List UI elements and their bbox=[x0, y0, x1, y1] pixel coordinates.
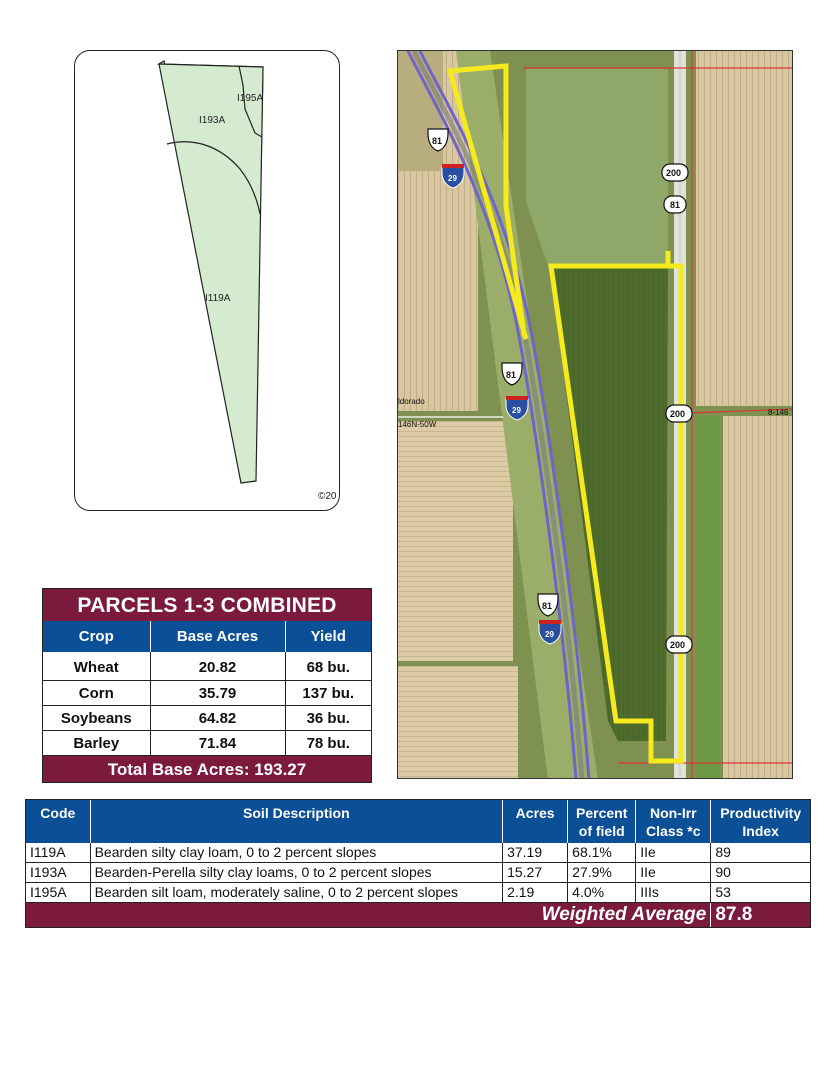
road-label-right: 8-146 bbox=[768, 408, 789, 417]
svg-text:200: 200 bbox=[670, 640, 686, 650]
table-row bbox=[26, 843, 810, 863]
soil-table bbox=[25, 799, 811, 928]
soil-productivity: 53 bbox=[711, 883, 810, 903]
svg-text:29: 29 bbox=[545, 630, 554, 639]
soil-acres: 2.19 bbox=[503, 883, 568, 903]
table-row bbox=[43, 731, 371, 756]
table-row bbox=[43, 706, 371, 731]
weighted-average-value: 87.8 bbox=[711, 903, 810, 928]
svg-text:200: 200 bbox=[670, 409, 686, 419]
crop-base-acres: 35.79 bbox=[150, 681, 285, 706]
aerial-map bbox=[397, 50, 793, 779]
road-81-marker bbox=[664, 196, 686, 213]
soil-map bbox=[74, 50, 340, 511]
crop-base-acres: 64.82 bbox=[150, 706, 285, 731]
soil-header-class: Non-Irr Class *c bbox=[636, 800, 711, 843]
svg-text:81: 81 bbox=[506, 370, 517, 380]
soil-acres: 37.19 bbox=[503, 843, 568, 863]
table-row bbox=[26, 883, 810, 903]
table-row bbox=[43, 681, 371, 706]
soil-code: I193A bbox=[26, 863, 90, 883]
soil-percent: 27.9% bbox=[568, 863, 636, 883]
crop-base-acres: 71.84 bbox=[150, 731, 285, 756]
crop-header-base-acres: Base Acres bbox=[150, 621, 285, 652]
crop-name: Wheat bbox=[43, 652, 150, 681]
soil-acres: 15.27 bbox=[503, 863, 568, 883]
crop-yield: 137 bu. bbox=[285, 681, 371, 706]
svg-text:81: 81 bbox=[432, 136, 443, 146]
crop-header-crop: Crop bbox=[43, 621, 150, 652]
svg-text:81: 81 bbox=[670, 200, 681, 210]
soil-productivity: 89 bbox=[711, 843, 810, 863]
soil-code: I195A bbox=[26, 883, 90, 903]
soil-header-percent: Percent of field bbox=[568, 800, 636, 843]
town-label: ldorado bbox=[398, 397, 425, 406]
soil-productivity: 90 bbox=[711, 863, 810, 883]
soil-class: IIe bbox=[636, 863, 711, 883]
table-row bbox=[43, 652, 371, 681]
soil-code: I119A bbox=[26, 843, 90, 863]
svg-text:81: 81 bbox=[542, 601, 553, 611]
soil-map-copyright: ©20 bbox=[318, 491, 337, 502]
soil-header-acres: Acres bbox=[503, 800, 568, 843]
crop-yield: 78 bu. bbox=[285, 731, 371, 756]
svg-text:200: 200 bbox=[666, 168, 682, 178]
crop-base-acres: 20.82 bbox=[150, 652, 285, 681]
soil-label-i195a: I195A bbox=[237, 93, 264, 104]
svg-text:29: 29 bbox=[448, 174, 457, 183]
soil-description: Bearden silt loam, moderately saline, 0 to 2 percent slopes bbox=[90, 883, 503, 903]
soil-class: IIe bbox=[636, 843, 711, 863]
soil-header-code: Code bbox=[26, 800, 90, 843]
soil-description: Bearden-Perella silty clay loams, 0 to 2 percent slopes bbox=[90, 863, 503, 883]
crop-table-title: PARCELS 1-3 COMBINED bbox=[43, 589, 371, 621]
crop-name: Barley bbox=[43, 731, 150, 756]
road-200-marker-b bbox=[666, 405, 692, 422]
crop-name: Soybeans bbox=[43, 706, 150, 731]
soil-class: IIIs bbox=[636, 883, 711, 903]
road-200-marker-a bbox=[662, 164, 688, 181]
township-label: 146N-50W bbox=[398, 420, 437, 429]
table-row bbox=[26, 863, 810, 883]
svg-text:29: 29 bbox=[512, 406, 521, 415]
soil-percent: 4.0% bbox=[568, 883, 636, 903]
crop-yield: 68 bu. bbox=[285, 652, 371, 681]
soil-label-i119a: I119A bbox=[205, 293, 231, 304]
crop-header-yield: Yield bbox=[285, 621, 371, 652]
weighted-average-label: Weighted Average bbox=[26, 903, 711, 928]
crop-yield: 36 bu. bbox=[285, 706, 371, 731]
soil-description: Bearden silty clay loam, 0 to 2 percent slopes bbox=[90, 843, 503, 863]
soil-header-productivity: Productivity Index bbox=[711, 800, 810, 843]
crop-name: Corn bbox=[43, 681, 150, 706]
soil-label-i193a: I193A bbox=[199, 115, 226, 126]
soil-header-description: Soil Description bbox=[90, 800, 503, 843]
weighted-average-row bbox=[26, 903, 810, 928]
soil-percent: 68.1% bbox=[568, 843, 636, 863]
road-200-marker-c bbox=[666, 636, 692, 653]
crop-base-table bbox=[42, 588, 372, 783]
total-base-acres: Total Base Acres: 193.27 bbox=[43, 756, 371, 782]
